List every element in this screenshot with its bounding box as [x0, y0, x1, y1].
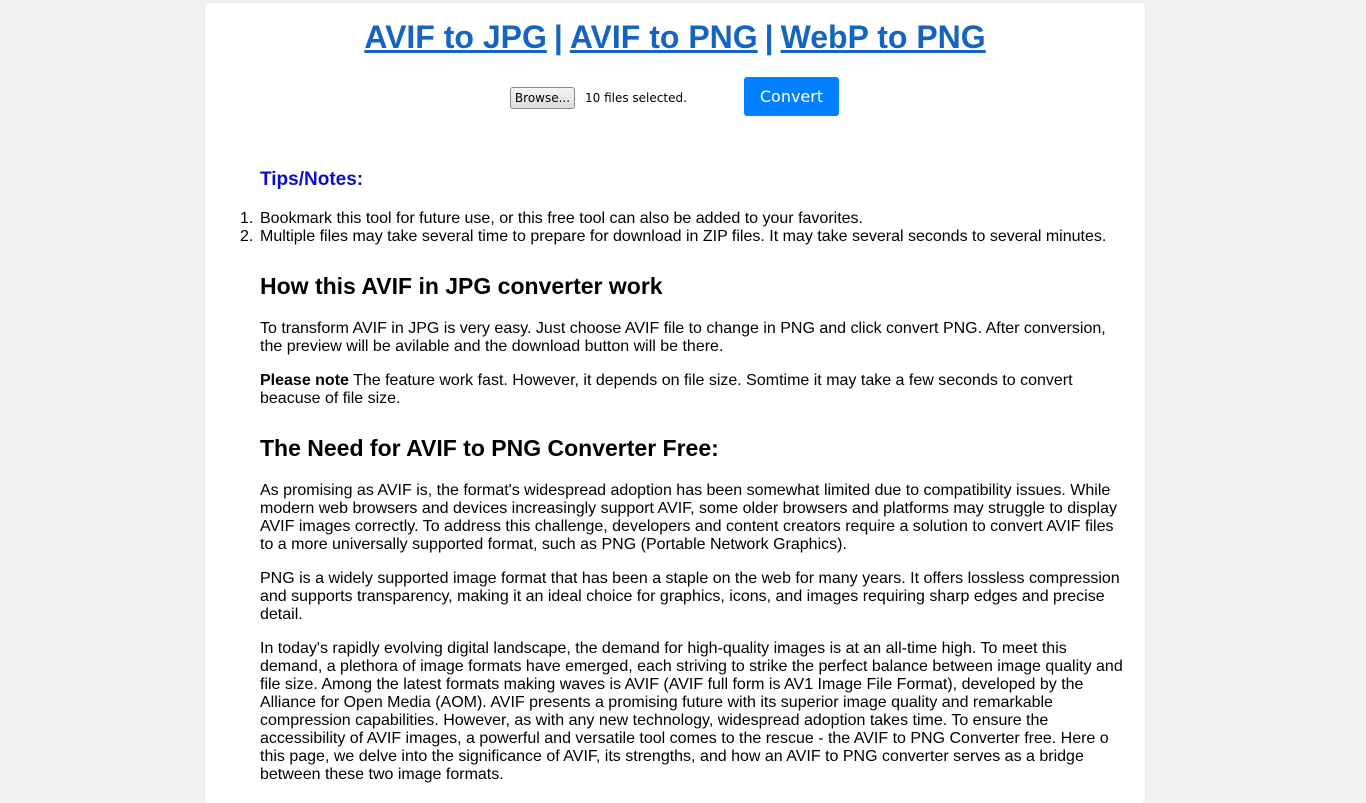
please-note-label: Please note — [260, 372, 349, 389]
top-nav — [205, 19, 1145, 55]
tips-list — [240, 210, 1130, 246]
browse-button[interactable]: Browse... — [510, 87, 575, 109]
how-it-works-paragraph: To transform AVIF in JPG is very easy. Just choose AVIF file to change in PNG and click convert PNG. After conversion, the preview will be avilable and the download button will be there. — [260, 320, 1106, 355]
need-paragraph-3: In today's rapidly evolving digital landscape, the demand for high-quality images is at an all-time high. To meet this demand, a plethora of image formats have emerged, each striving to strike the perfect balance between image quality and file size. Among the latest formats making waves is AVIF (AVIF full form is AV1 Image File Format), developed by the Alliance for Open Media (AOM). AVIF presents a promising future with its superior image quality and remarkable compression capabilities. However, as with any new technology, widespread adoption takes time. To ensure the accessibility of AVIF images, a powerful and versatile tool comes to the rescue - the AVIF to PNG Converter free. Here o this page, we delve into the significance of AVIF, its strengths, and how an AVIF to PNG converter serves as a bridge between these two image formats. — [260, 640, 1123, 783]
please-note-paragraph — [260, 372, 1130, 408]
please-note-text: The feature work fast. However, it depends on file size. Somtime it may take a few seconds to convert beacuse of file size. — [260, 372, 1073, 407]
section-heading-how-it-works: How this AVIF in JPG converter work — [260, 273, 663, 299]
need-paragraph-2: PNG is a widely supported image format that has been a staple on the web for many years. It offers lossless compression and supports transparency, making it an ideal choice for graphics, icons, and images requiring sharp edges and precise detail. — [260, 570, 1120, 623]
convert-button[interactable]: Convert — [744, 77, 839, 116]
article-content — [240, 168, 1130, 784]
nav-link-avif-to-jpg[interactable]: AVIF to JPG — [364, 19, 547, 55]
list-item: 1. Bookmark this tool for future use, or this free tool can also be added to your favorites. — [240, 210, 863, 227]
section-heading-need: The Need for AVIF to PNG Converter Free: — [260, 435, 719, 461]
list-item: 2. Multiple files may take several time to prepare for download in ZIP files. It may take several seconds to several minutes. — [240, 228, 1107, 245]
nav-separator: | — [764, 19, 774, 55]
files-selected-text: 10 files selected. — [585, 91, 687, 105]
nav-separator: | — [553, 19, 563, 55]
tips-title: Tips/Notes: — [260, 169, 364, 190]
nav-link-avif-to-png[interactable]: AVIF to PNG — [569, 19, 758, 55]
need-paragraph-1: As promising as AVIF is, the format's widespread adoption has been somewhat limited due to compatibility issues. While modern web browsers and devices increasingly support AVIF, some older browsers and platforms may struggle to display AVIF images correctly. To address this challenge, developers and content creators require a solution to convert AVIF files to a more universally supported format, such as PNG (Portable Network Graphics). — [260, 482, 1117, 553]
nav-link-webp-to-png[interactable]: WebP to PNG — [780, 19, 986, 55]
main-card — [205, 3, 1145, 803]
